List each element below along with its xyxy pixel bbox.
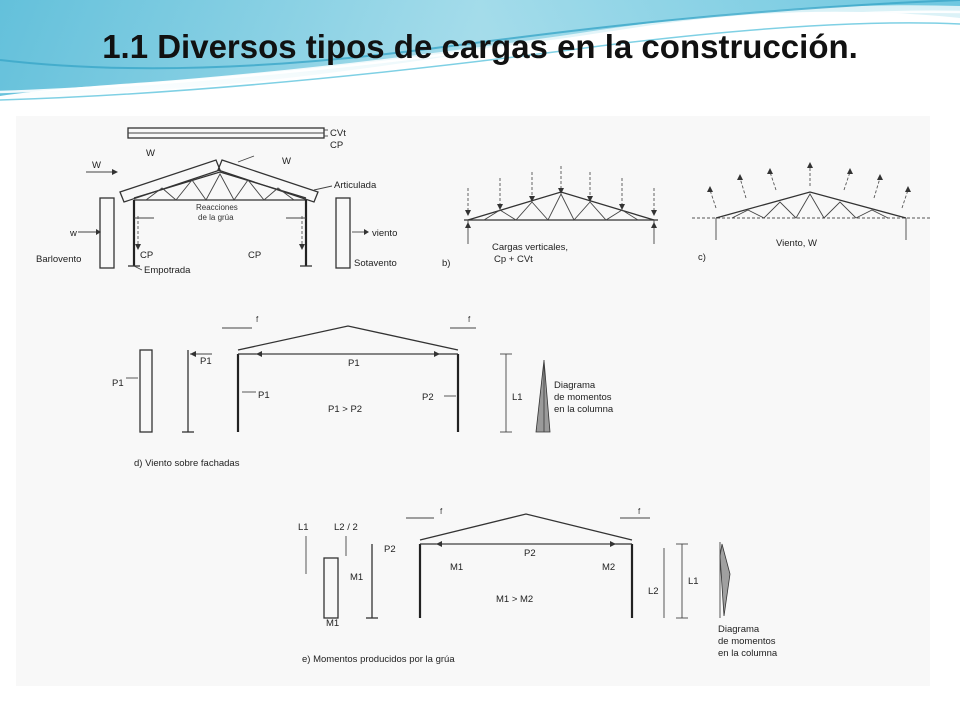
label-m2-frame: M2 <box>602 562 616 573</box>
label-w-left: W <box>92 160 101 171</box>
moment-e-1: Diagrama <box>718 624 760 635</box>
label-l1-left-e: L1 <box>298 522 309 533</box>
label-relation-d: P1 > P2 <box>328 404 363 415</box>
label-w-right: W <box>282 156 291 167</box>
label-p2-left-e: P2 <box>384 544 396 555</box>
label-m1-frame: M1 <box>450 562 464 573</box>
tag-b: b) <box>442 258 451 269</box>
tag-e: e) Momentos producidos por la grúa <box>302 654 455 665</box>
label-cp-beam: CP <box>330 140 344 151</box>
label-hinge: Articulada <box>334 180 377 191</box>
tag-d: d) Viento sobre fachadas <box>134 458 240 469</box>
label-p2-beam: P2 <box>524 548 536 559</box>
label-sotavento: Sotavento <box>354 258 397 269</box>
label-cp-left: CP <box>140 250 154 261</box>
label-m1-bottom: M1 <box>326 618 340 629</box>
label-p1-left: P1 <box>112 378 124 389</box>
moment-d-1: Diagrama <box>554 380 596 391</box>
label-l2-half: L2 / 2 <box>334 522 358 533</box>
label-cvt: CVt <box>330 128 346 139</box>
moment-e-2: de momentos <box>718 636 776 647</box>
label-p1-col: P1 <box>200 356 212 367</box>
moment-d-2: de momentos <box>554 392 612 403</box>
label-m1-col: M1 <box>350 572 364 583</box>
label-barlovento: Barlovento <box>36 254 82 265</box>
moment-d-3: en la columna <box>554 404 614 415</box>
label-empotrada: Empotrada <box>144 265 191 276</box>
tag-c: c) <box>698 252 706 263</box>
caption-c: Viento, W <box>776 238 818 249</box>
label-l2-e: L2 <box>648 586 659 597</box>
label-small-mark-4: f <box>638 507 641 516</box>
caption-b-2: Cp + CVt <box>494 254 533 265</box>
caption-b-1: Cargas verticales, <box>492 242 569 253</box>
label-l1-d: L1 <box>512 392 523 403</box>
label-reactions-1: Reacciones <box>196 203 238 212</box>
label-small-mark-2: f <box>468 315 471 324</box>
label-cp-right: CP <box>248 250 262 261</box>
label-p2-d: P2 <box>422 392 434 403</box>
label-small-mark-1: f <box>256 315 259 324</box>
label-w-beam: W <box>146 148 155 159</box>
structural-diagram-scan <box>16 116 930 686</box>
label-small-mark-3: f <box>440 507 443 516</box>
slide-title: 1.1 Diversos tipos de cargas en la construcción. <box>102 28 858 65</box>
label-viento-a: viento <box>372 228 398 239</box>
label-p1-low: P1 <box>258 390 270 401</box>
label-relation-e: M1 > M2 <box>496 594 534 605</box>
label-w-small: w <box>70 228 77 239</box>
label-p1-beam: P1 <box>348 358 360 369</box>
label-l1-e: L1 <box>688 576 699 587</box>
moment-e-3: en la columna <box>718 648 778 659</box>
label-reactions-2: de la grúa <box>198 213 234 222</box>
